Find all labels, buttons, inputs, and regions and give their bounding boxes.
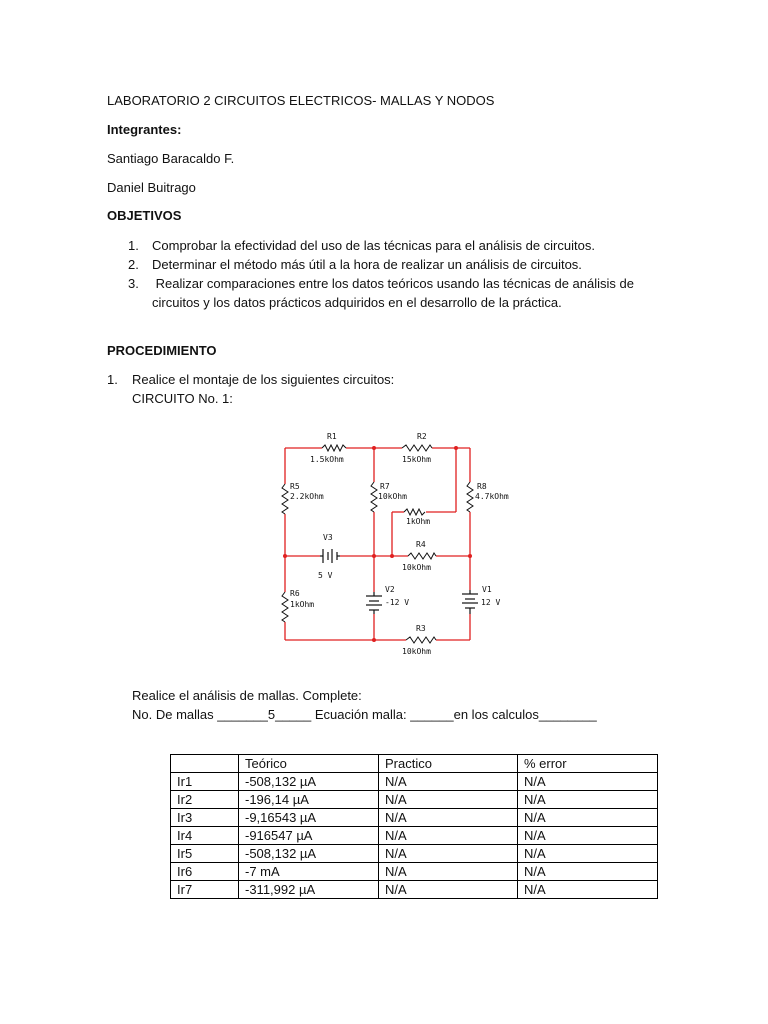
table-cell: N/A: [518, 809, 658, 827]
label-r7-name: R7: [380, 482, 390, 491]
objective-number: 3.: [128, 276, 139, 291]
table-cell: -7 mA: [239, 863, 379, 881]
objective-text: Determinar el método más útil a la hora de realizar un análisis de circuitos.: [152, 257, 582, 272]
resistors: [282, 445, 473, 643]
wires: [285, 448, 470, 640]
label-r2-name: R2: [417, 432, 427, 441]
label-v2-name: V2: [385, 585, 395, 594]
table-cell: -196,14 µA: [239, 791, 379, 809]
resistor-r4: [408, 553, 436, 559]
label-r6-name: R6: [290, 589, 300, 598]
document-title: LABORATORIO 2 CIRCUITOS ELECTRICOS- MALLAS Y NODOS: [107, 93, 495, 108]
label-r7-value: 10kOhm: [378, 492, 407, 501]
header-cell: [171, 755, 239, 773]
label-r9-value: 1kOhm: [406, 517, 431, 526]
resistor-r7: [371, 482, 377, 512]
table-cell: Ir2: [171, 791, 239, 809]
label-r6-value: 1kOhm: [290, 600, 315, 609]
table-cell: N/A: [379, 845, 518, 863]
table-row: [171, 809, 658, 827]
table-cell: Ir4: [171, 827, 239, 845]
label-r5-value: 2.2kOhm: [290, 492, 324, 501]
resistor-r1: [322, 445, 346, 451]
label-r4-value: 10kOhm: [402, 563, 431, 572]
table-row: [171, 791, 658, 809]
objective-item: [128, 257, 582, 272]
table-row: [171, 827, 658, 845]
procedure-step: [107, 372, 394, 387]
member-name: Santiago Baracaldo F.: [107, 151, 235, 166]
battery-v3: [320, 549, 340, 563]
table-cell: -508,132 µA: [239, 773, 379, 791]
table-row: [171, 863, 658, 881]
objectives-heading: OBJETIVOS: [107, 208, 182, 223]
resistor-r3: [406, 637, 436, 643]
label-v3-name: V3: [323, 533, 333, 542]
header-cell: % error: [518, 755, 658, 773]
label-v1-name: V1: [482, 585, 492, 594]
members-heading: Integrantes:: [107, 122, 182, 137]
table-cell: N/A: [379, 827, 518, 845]
battery-v2: [366, 592, 382, 614]
resistor-r8: [467, 482, 473, 512]
step-number: 1.: [107, 372, 118, 387]
table-cell: N/A: [518, 863, 658, 881]
objective-number: 2.: [128, 257, 139, 272]
battery-v1: [462, 590, 478, 614]
circuit-schematic: [270, 425, 509, 660]
table-cell: -916547 µA: [239, 827, 379, 845]
label-r1-value: 1.5kOhm: [310, 455, 344, 464]
label-r8-name: R8: [477, 482, 487, 491]
table-cell: N/A: [518, 773, 658, 791]
label-r5-name: R5: [290, 482, 300, 491]
step-text: Realice el montaje de los siguientes circuitos:: [132, 372, 395, 387]
objective-number: 1.: [128, 238, 139, 253]
table-cell: Ir3: [171, 809, 239, 827]
analysis-instruction: Realice el análisis de mallas. Complete:: [132, 688, 362, 703]
header-cell: Practico: [379, 755, 518, 773]
label-v2-value: -12 V: [385, 598, 410, 607]
member-name: Daniel Buitrago: [107, 180, 196, 195]
objective-text-continued: circuitos y los datos prácticos adquiridos en el desarrollo de la práctica.: [152, 295, 562, 310]
label-r4-name: R4: [416, 540, 426, 549]
table-cell: Ir6: [171, 863, 239, 881]
table-cell: N/A: [379, 809, 518, 827]
table-cell: N/A: [379, 881, 518, 899]
results-table: [170, 754, 658, 899]
table-header-row: [171, 755, 658, 773]
label-r3-value: 10kOhm: [402, 647, 431, 656]
label-r3-name: R3: [416, 624, 426, 633]
table-cell: Ir5: [171, 845, 239, 863]
resistor-r9: [404, 509, 425, 515]
junction-dots: [283, 446, 472, 642]
table-cell: Ir1: [171, 773, 239, 791]
table-cell: N/A: [518, 881, 658, 899]
table-cell: -508,132 µA: [239, 845, 379, 863]
table-cell: N/A: [379, 791, 518, 809]
table-row: [171, 773, 658, 791]
resistor-r5: [282, 484, 288, 514]
header-cell: Teórico: [239, 755, 379, 773]
fill-in-line: No. De mallas _______5_____ Ecuación malla: ______en los calculos________: [132, 707, 597, 722]
table-cell: N/A: [518, 845, 658, 863]
table-cell: N/A: [518, 791, 658, 809]
label-v1-value: 12 V: [481, 598, 501, 607]
resistor-r2: [402, 445, 432, 451]
label-r2-value: 15kOhm: [402, 455, 431, 464]
table-cell: N/A: [379, 863, 518, 881]
table-cell: Ir7: [171, 881, 239, 899]
resistor-r6: [282, 592, 288, 622]
table-cell: -311,992 µA: [239, 881, 379, 899]
label-r1-name: R1: [327, 432, 337, 441]
circuit-title: CIRCUITO No. 1:: [132, 391, 233, 406]
objective-text: Comprobar la efectividad del uso de las técnicas para el análisis de circuitos.: [152, 238, 595, 253]
table-row: [171, 845, 658, 863]
objective-item: [128, 276, 634, 291]
objective-item: [128, 238, 595, 253]
table-row: [171, 881, 658, 899]
component-labels: [290, 432, 509, 656]
objective-text: Realizar comparaciones entre los datos teóricos usando las técnicas de análisis de: [152, 276, 634, 291]
label-v3-value: 5 V: [318, 571, 333, 580]
procedure-heading: PROCEDIMIENTO: [107, 343, 217, 358]
table-cell: N/A: [379, 773, 518, 791]
label-r8-value: 4.7kOhm: [475, 492, 509, 501]
table-cell: N/A: [518, 827, 658, 845]
table-cell: -9,16543 µA: [239, 809, 379, 827]
